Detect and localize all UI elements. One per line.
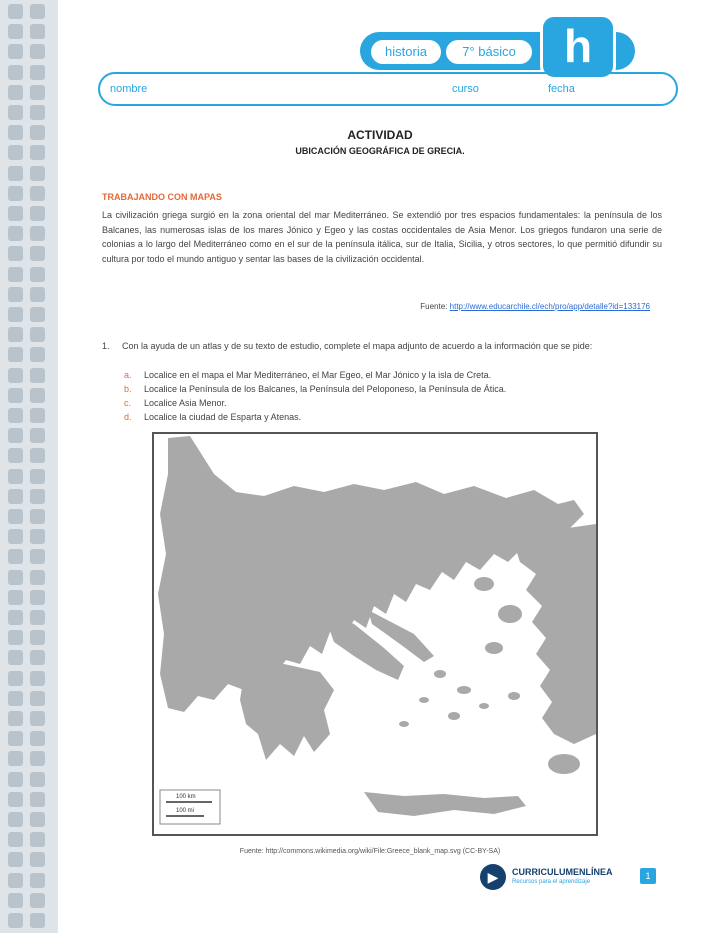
question-item xyxy=(124,384,644,394)
perforation-hole xyxy=(8,287,23,302)
perforation-hole xyxy=(8,428,23,443)
perforation-hole xyxy=(8,509,23,524)
perforation-hole xyxy=(8,731,23,746)
perforation-hole xyxy=(8,327,23,342)
item-letter: d. xyxy=(124,412,132,422)
perforation-hole xyxy=(30,893,45,908)
intro-paragraph: La civilización griega surgió en la zona oriental del mar Mediterráneo. Se extendió por tres espacios fundamentales: la península de los Balcanes, las numerosas islas de los mares Jónico y Egeo y las costas occidentales de Asia Menor. Los griegos fundaron una serie de colonias a lo largo del Mediterráneo como en el sur de la península itálica, sur de Italia, Sicilia, y otros sectores, lo que permitió difundir su cultura por todo el mundo antiguo y sentar las bases de la civilización occidental. xyxy=(102,210,662,264)
perforation-hole xyxy=(30,650,45,665)
perforation-hole xyxy=(8,751,23,766)
perforation-hole xyxy=(30,832,45,847)
perforation-hole xyxy=(8,226,23,241)
perforation-hole xyxy=(30,509,45,524)
perforation-hole xyxy=(30,489,45,504)
question-item xyxy=(124,412,644,422)
perforation-hole xyxy=(30,469,45,484)
map-caption: Fuente: http://commons.wikimedia.org/wiki/File:Greece_blank_map.svg (CC-BY-SA) xyxy=(239,848,501,855)
perforation-hole xyxy=(30,610,45,625)
perforation-hole xyxy=(8,792,23,807)
perforation-hole xyxy=(30,590,45,605)
perforation-hole xyxy=(30,772,45,787)
perforation-hole xyxy=(30,347,45,362)
item-text: Localice la ciudad de Esparta y Atenas. xyxy=(144,412,302,422)
item-text: Localice Asia Menor. xyxy=(144,398,227,408)
perforation-hole xyxy=(8,166,23,181)
perforation-hole xyxy=(8,650,23,665)
page-title: ACTIVIDAD xyxy=(347,128,413,142)
perforation-hole xyxy=(30,731,45,746)
perforation-hole xyxy=(8,388,23,403)
perforation-hole xyxy=(8,307,23,322)
perforation-hole xyxy=(8,570,23,585)
item-text: Localice la Península de los Balcanes, la Península del Peloponeso, la Península de Ática. xyxy=(144,384,507,394)
perforation-hole xyxy=(8,368,23,383)
perforation-hole xyxy=(30,792,45,807)
perforation-hole xyxy=(8,610,23,625)
perforation-hole xyxy=(30,570,45,585)
perforation-hole xyxy=(30,287,45,302)
perforation-hole xyxy=(8,772,23,787)
perforation-hole xyxy=(8,408,23,423)
perforation-hole xyxy=(8,873,23,888)
perforation-hole xyxy=(30,408,45,423)
perforation-hole xyxy=(30,4,45,19)
perforation-hole xyxy=(30,327,45,342)
perforation-hole xyxy=(8,85,23,100)
page-number: 1 xyxy=(640,868,656,884)
brand-name: CURRICULUMENLÍNEA xyxy=(512,867,613,877)
perforation-hole xyxy=(30,44,45,59)
map-drawing xyxy=(154,434,596,834)
perforation-hole xyxy=(8,691,23,706)
item-letter: b. xyxy=(124,384,132,394)
perforation-hole xyxy=(30,368,45,383)
page-subtitle: UBICACIÓN GEOGRÁFICA DE GRECIA. xyxy=(295,146,465,156)
brand-footer xyxy=(480,864,640,890)
item-text: Localice en el mapa el Mar Mediterráneo, el Mar Egeo, el Mar Jónico y la isla de Creta. xyxy=(144,370,492,380)
perforation-hole xyxy=(8,469,23,484)
perforation-hole xyxy=(8,630,23,645)
perforation-hole xyxy=(8,711,23,726)
perforation-hole xyxy=(30,873,45,888)
perforation-hole xyxy=(8,529,23,544)
perforation-hole xyxy=(8,65,23,80)
source-link[interactable]: http://www.educarchile.cl/ech/pro/app/detalle?id=133176 xyxy=(449,302,650,311)
perforation-hole xyxy=(30,671,45,686)
perforation-hole xyxy=(30,186,45,201)
perforation-hole xyxy=(30,105,45,120)
perforation-hole xyxy=(30,428,45,443)
question-number: 1. xyxy=(102,341,110,351)
perforation-hole xyxy=(8,812,23,827)
perforation-hole xyxy=(8,347,23,362)
perforation-hole xyxy=(8,267,23,282)
perforation-hole xyxy=(8,24,23,39)
perforation-hole xyxy=(30,24,45,39)
perforation-hole xyxy=(30,65,45,80)
student-info-bar xyxy=(98,72,678,106)
perforation-hole xyxy=(30,549,45,564)
greece-blank-map[interactable] xyxy=(152,432,598,836)
perforation-hole xyxy=(8,44,23,59)
perforation-hole xyxy=(8,4,23,19)
perforation-hole xyxy=(8,206,23,221)
perforation-hole xyxy=(30,388,45,403)
perforation-hole xyxy=(30,913,45,928)
perforation-hole xyxy=(30,812,45,827)
source-prefix: Fuente: xyxy=(420,302,448,311)
play-icon: ▶ xyxy=(480,864,506,890)
brand-tagline: Recursos para el aprendizaje xyxy=(512,879,591,885)
subject-badge: historia xyxy=(371,40,441,64)
perforation-hole xyxy=(8,671,23,686)
section-heading: TRABAJANDO CON MAPAS xyxy=(102,192,222,202)
perforation-hole xyxy=(30,226,45,241)
item-letter: a. xyxy=(124,370,132,380)
question-item xyxy=(124,398,644,408)
perforation-hole xyxy=(8,549,23,564)
perforation-hole xyxy=(30,166,45,181)
perforation-hole xyxy=(30,630,45,645)
scale-label-km: 100 km xyxy=(176,794,196,800)
perforation-hole xyxy=(8,832,23,847)
perforation-hole xyxy=(8,448,23,463)
map-scale xyxy=(160,790,220,824)
perforation-hole xyxy=(30,85,45,100)
scale-label-mi: 100 mi xyxy=(176,808,195,814)
perforation-hole xyxy=(30,751,45,766)
question-item xyxy=(124,370,644,380)
question-text: Con la ayuda de un atlas y de su texto de estudio, complete el mapa adjunto de acuerdo a la información que se pide: xyxy=(122,341,593,351)
name-field-label: nombre xyxy=(110,83,148,95)
perforation-hole xyxy=(30,711,45,726)
perforation-hole xyxy=(30,206,45,221)
item-letter: c. xyxy=(124,398,132,408)
grade-badge: 7° básico xyxy=(446,40,532,64)
source-line xyxy=(310,302,650,311)
perforation-hole xyxy=(30,529,45,544)
perforation-hole xyxy=(30,246,45,261)
date-field-label: fecha xyxy=(548,83,575,95)
perforation-hole xyxy=(8,105,23,120)
perforation-hole xyxy=(30,267,45,282)
perforation-hole xyxy=(30,691,45,706)
perforation-hole xyxy=(8,893,23,908)
perforation-hole xyxy=(8,590,23,605)
subject-logo: h xyxy=(540,14,616,80)
perforation-hole xyxy=(8,913,23,928)
perforation-hole xyxy=(8,246,23,261)
perforation-hole xyxy=(8,489,23,504)
perforation-hole xyxy=(30,448,45,463)
perforation-hole xyxy=(30,307,45,322)
perforation-hole xyxy=(8,186,23,201)
course-field-label: curso xyxy=(452,83,479,95)
